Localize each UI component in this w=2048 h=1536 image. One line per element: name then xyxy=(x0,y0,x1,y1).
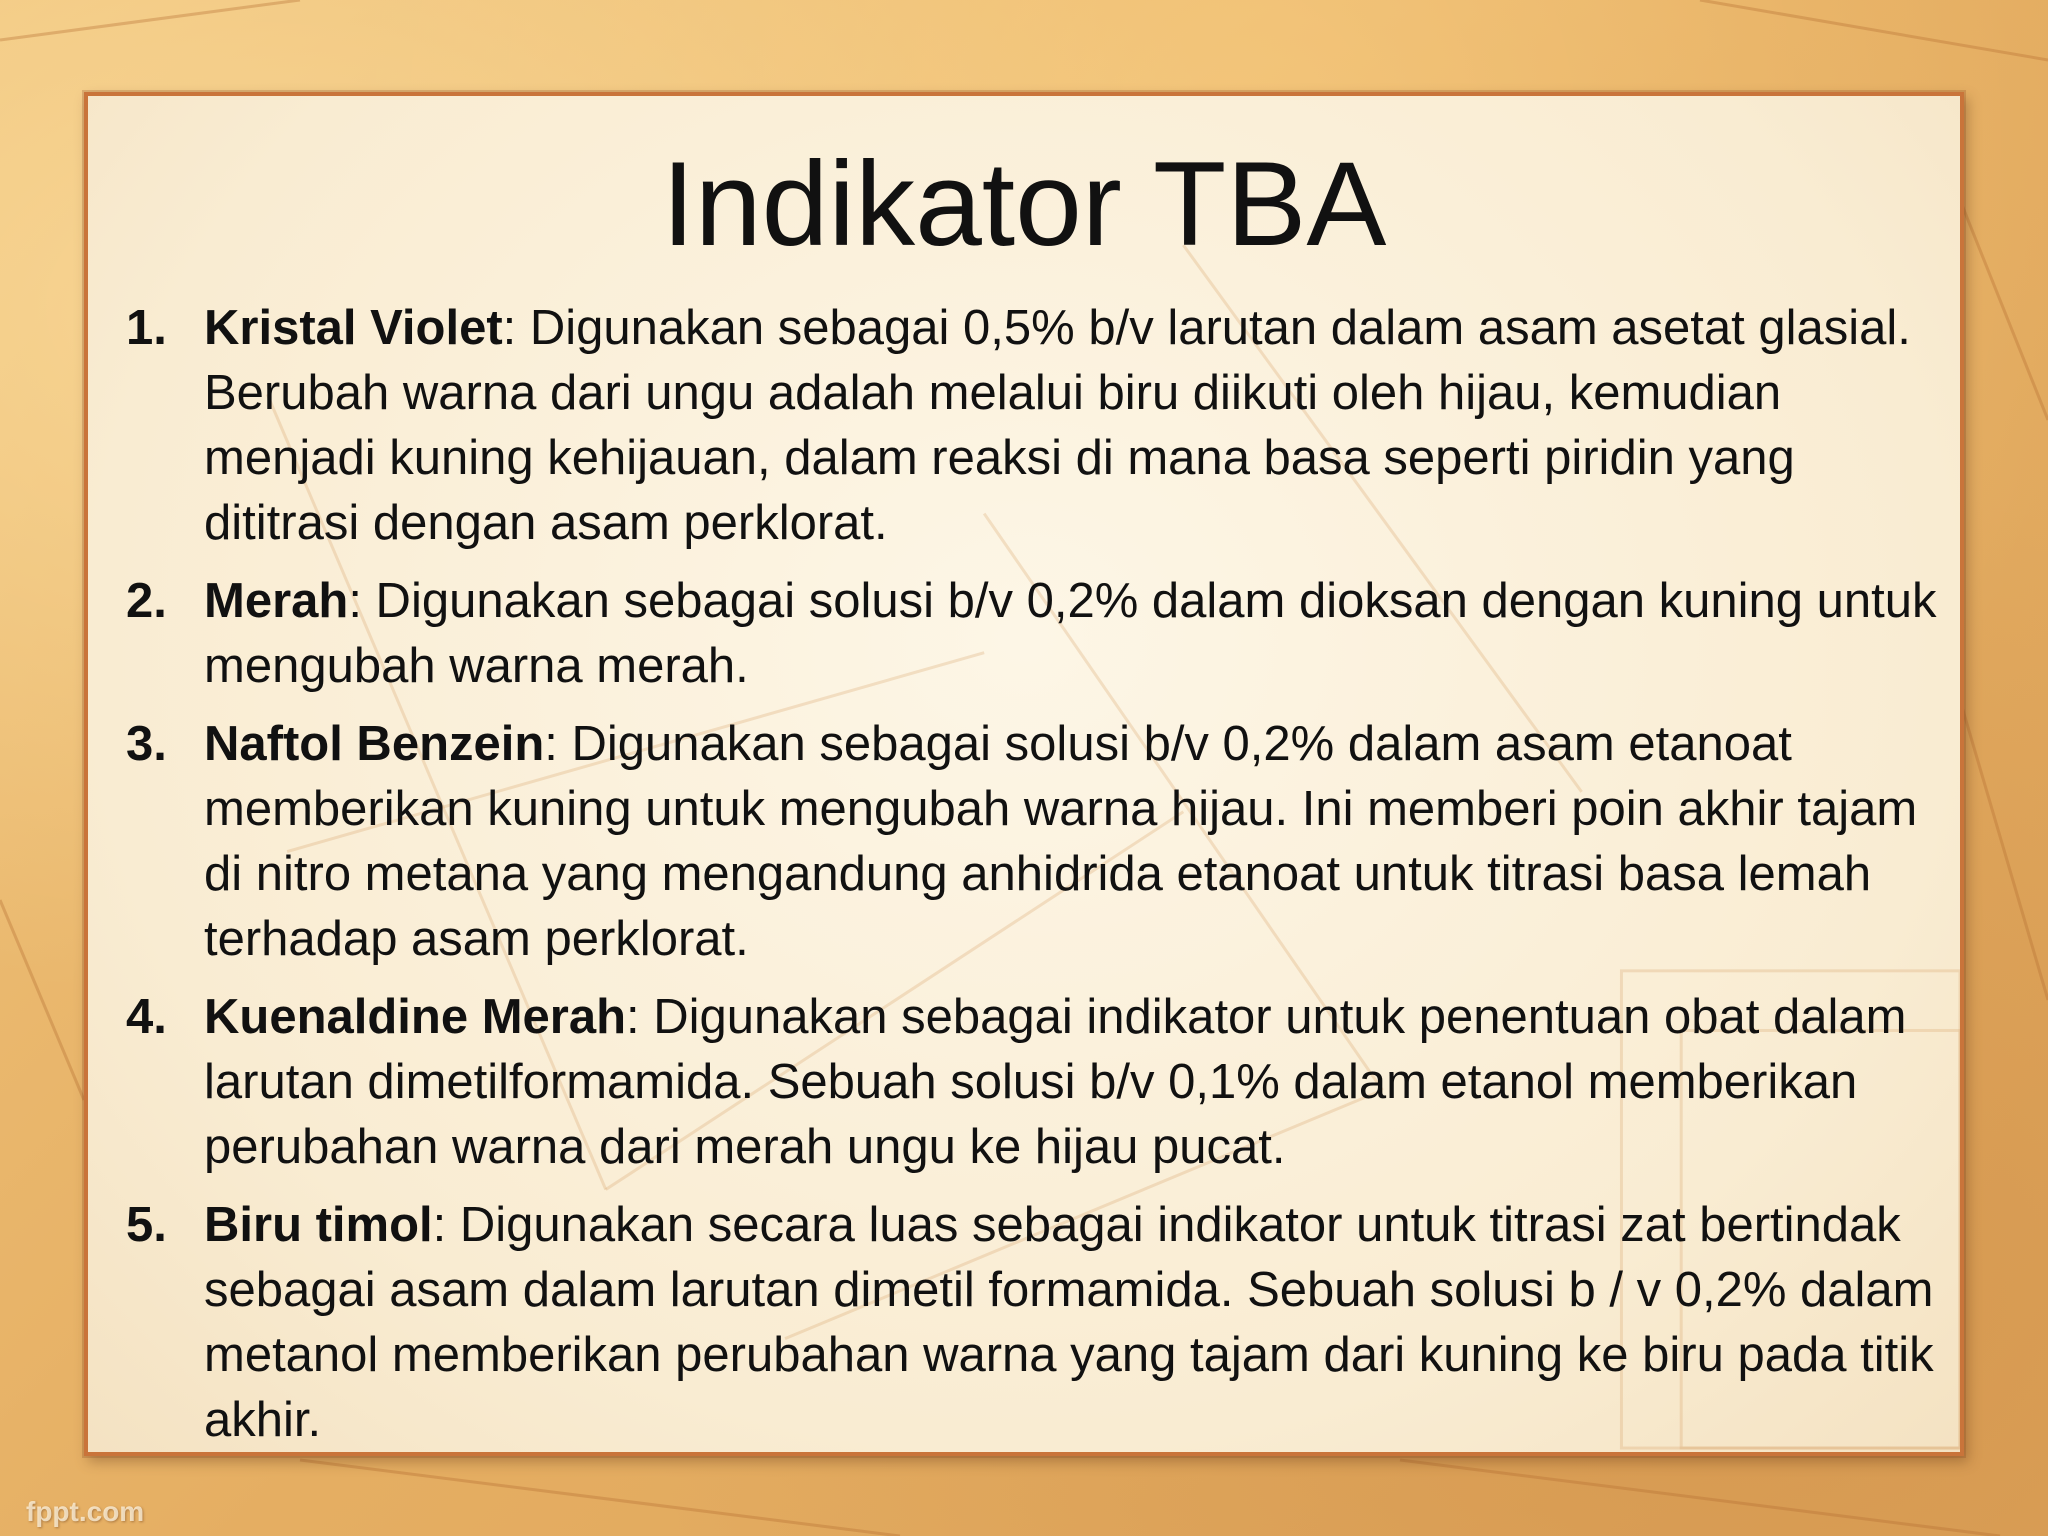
item-number: 1. xyxy=(126,301,167,355)
list-item xyxy=(126,712,1956,972)
fppt-logo: fppt.com xyxy=(26,1496,145,1527)
indicator-list xyxy=(126,296,1956,1466)
item-term: Naftol Benzein xyxy=(204,717,545,771)
item-number: 3. xyxy=(126,717,167,771)
content-panel xyxy=(84,92,1964,1456)
item-term: Merah xyxy=(204,574,349,628)
slide-title: Indikator TBA xyxy=(661,137,1387,271)
list-item xyxy=(126,569,1956,699)
item-number: 5. xyxy=(126,1198,167,1252)
item-term: Biru timol xyxy=(204,1198,433,1252)
item-text: : Digunakan secara luas sebagai indikator untuk titrasi zat bertindak sebagai asam dalam larutan dimetil formamida. Sebuah solusi b / v 0,2% dalam metanol memberikan perubahan warna yang tajam dari kuning ke biru pada titik akhir. xyxy=(204,1198,1934,1447)
item-text: : Digunakan sebagai solusi b/v 0,2% dalam dioksan dengan kuning untuk mengubah warna merah. xyxy=(204,574,1937,693)
list-item xyxy=(126,985,1956,1180)
item-text: : Digunakan sebagai 0,5% b/v larutan dalam asam asetat glasial. Berubah warna dari ungu adalah melalui biru diikuti oleh hijau, kemudian menjadi kuning kehijauan, dalam reaksi di mana basa seperti piridin yang dititrasi dengan asam perklorat. xyxy=(204,301,1911,550)
item-text: : Digunakan sebagai indikator untuk penentuan obat dalam larutan dimetilformamida. Sebuah solusi b/v 0,1% dalam etanol memberikan perubahan warna dari merah ungu ke hijau pucat. xyxy=(204,990,1907,1174)
list-item xyxy=(126,1193,1956,1453)
item-term: Kristal Violet xyxy=(204,301,503,355)
item-number: 4. xyxy=(126,990,167,1044)
item-number: 2. xyxy=(126,574,167,628)
item-text: : Digunakan sebagai solusi b/v 0,2% dalam asam etanoat memberikan kuning untuk mengubah warna hijau. Ini memberi poin akhir tajam di nitro metana yang mengandung anhidrida etanoat untuk titrasi basa lemah terhadap asam perklorat. xyxy=(204,717,1918,966)
list-item xyxy=(126,296,1956,556)
item-term: Kuenaldine Merah xyxy=(204,990,627,1044)
